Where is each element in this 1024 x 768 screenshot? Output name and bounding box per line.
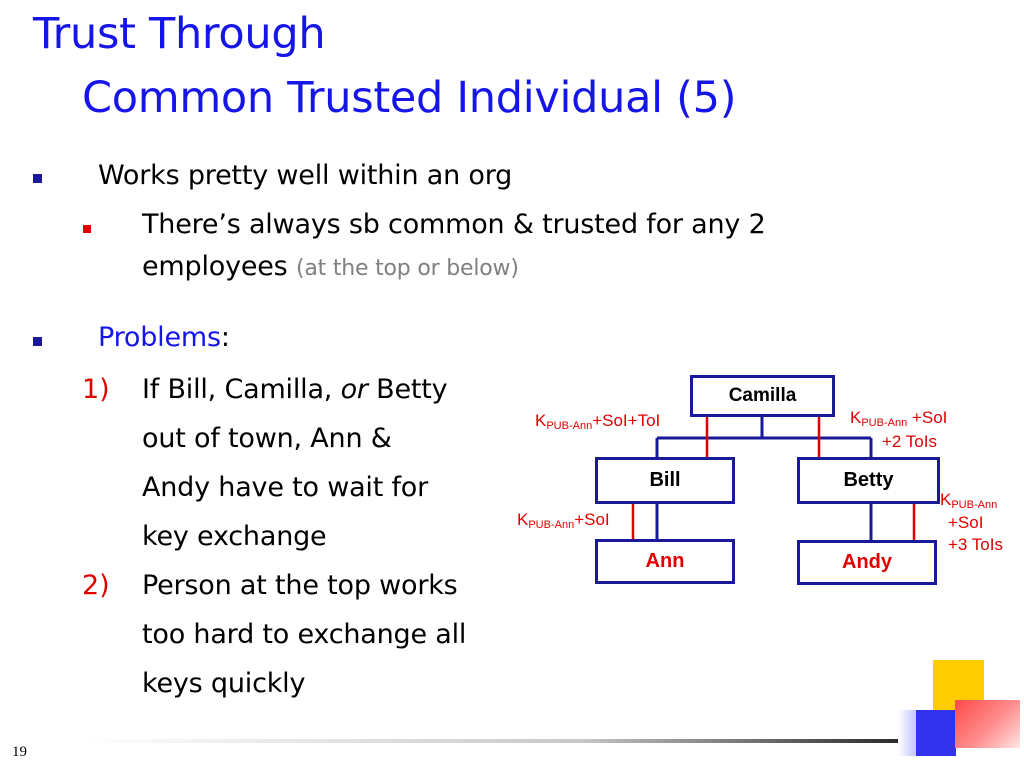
problem-2-line2: too hard to exchange all — [142, 619, 467, 650]
page-number: 19 — [12, 744, 27, 760]
label-sub: PUB-Ann — [951, 499, 998, 511]
node-andy: Andy — [797, 540, 937, 585]
problem-1-text-b: Betty — [367, 374, 448, 405]
sub-bullet-employees: employees — [142, 251, 288, 282]
label-betty-to-andy-line3: +3 ToIs — [948, 535, 1003, 554]
label-k: K — [850, 408, 862, 427]
problem-1-number: 1) — [82, 374, 110, 405]
decor-blue-square — [916, 710, 956, 756]
label-camilla-to-betty-line2: +2 ToIs — [882, 432, 937, 451]
node-bill: Bill — [595, 457, 735, 504]
problem-1-line4: key exchange — [142, 521, 327, 552]
problem-1-or: or — [340, 374, 368, 405]
label-k: K — [535, 411, 547, 430]
label-rest: +SoI — [574, 510, 610, 529]
node-camilla: Camilla — [690, 375, 835, 417]
problems-label: Problems — [98, 322, 221, 353]
label-betty-to-andy — [940, 490, 997, 515]
problems-colon: : — [220, 322, 230, 353]
label-k: K — [940, 490, 952, 509]
label-sub: PUB-Ann — [528, 519, 575, 531]
label-sub: PUB-Ann — [861, 417, 908, 429]
problem-2-line1: Person at the top works — [142, 570, 458, 601]
slide-title-line2: Common Trusted Individual (5) — [82, 73, 737, 123]
label-sub: PUB-Ann — [546, 420, 593, 432]
label-rest: +SoI — [907, 408, 948, 427]
problem-2-line3: keys quickly — [142, 668, 306, 699]
label-bill-to-camilla — [535, 411, 660, 436]
decor-red-square — [955, 700, 1020, 748]
label-ann-to-bill — [517, 510, 610, 535]
problem-2-number: 2) — [82, 570, 110, 601]
label-camilla-to-betty — [850, 408, 947, 433]
label-betty-to-andy-line2: +SoI — [948, 513, 984, 532]
problem-1-line3: Andy have to wait for — [142, 472, 429, 503]
sub-bullet-line1: There’s always sb common & trusted for any 2 — [142, 209, 766, 240]
node-betty: Betty — [797, 457, 940, 504]
sub-bullet-note: (at the top or below) — [295, 256, 519, 281]
problem-1-text-a: If Bill, Camilla, — [142, 374, 341, 405]
label-rest: +SoI+ToI — [592, 411, 661, 430]
bullet-works-well: Works pretty well within an org — [98, 160, 513, 191]
problem-1-line2: out of town, Ann & — [142, 423, 392, 454]
footer-rule — [80, 739, 984, 743]
label-k: K — [517, 510, 529, 529]
slide-title-line1: Trust Through — [33, 9, 326, 59]
node-ann: Ann — [595, 539, 735, 584]
